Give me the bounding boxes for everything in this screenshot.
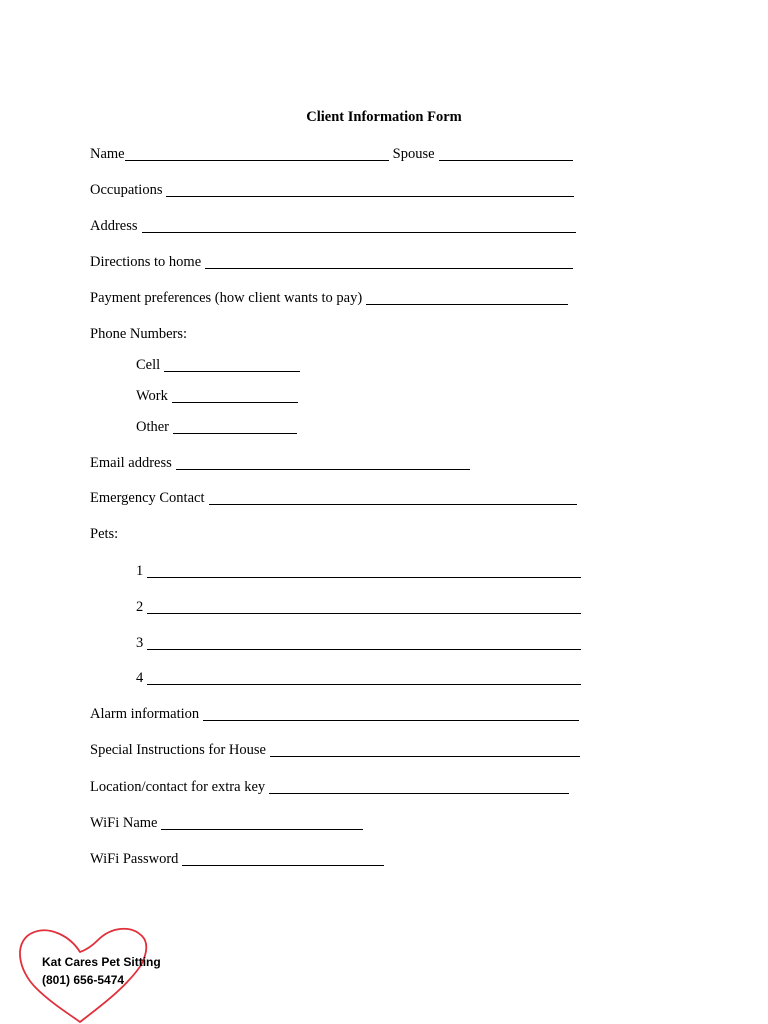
directions-field[interactable] (205, 254, 573, 269)
business-logo (18, 926, 168, 1024)
wifi-name-row (90, 814, 363, 832)
alarm-row (90, 705, 579, 723)
phone-numbers-label: Phone Numbers: (90, 326, 188, 342)
payment-label: Payment preferences (how client wants to pay) (90, 290, 363, 306)
form-title: Client Information Form (306, 109, 462, 125)
extra-key-row (90, 778, 569, 796)
pet-1-label: 1 (136, 563, 144, 579)
pet-3-label: 3 (136, 635, 144, 651)
emergency-field[interactable] (209, 490, 577, 505)
pet-3-field[interactable] (147, 635, 581, 650)
wifi-name-label: WiFi Name (90, 815, 158, 831)
pet-1-field[interactable] (147, 563, 581, 578)
email-row (90, 454, 470, 472)
pet-3-row (136, 634, 581, 652)
payment-field[interactable] (366, 290, 568, 305)
special-instructions-field[interactable] (270, 742, 580, 757)
cell-field[interactable] (164, 357, 300, 372)
pet-2-row (136, 598, 581, 616)
pet-4-label: 4 (136, 670, 144, 686)
other-label: Other (136, 419, 170, 435)
occupations-row (90, 181, 574, 199)
name-spouse-row (90, 145, 573, 163)
payment-row (90, 289, 568, 307)
address-row (90, 217, 576, 235)
business-name: Kat Cares Pet Sitting (42, 955, 161, 969)
occupations-field[interactable] (166, 182, 574, 197)
wifi-password-field[interactable] (182, 851, 384, 866)
emergency-label: Emergency Contact (90, 490, 205, 506)
pet-4-row (136, 669, 581, 687)
cell-row (136, 356, 300, 374)
special-instructions-row (90, 741, 580, 759)
extra-key-label: Location/contact for extra key (90, 779, 266, 795)
occupations-label: Occupations (90, 182, 163, 198)
business-phone: (801) 656-5474 (42, 973, 125, 987)
work-field[interactable] (172, 388, 298, 403)
pets-row (90, 525, 118, 543)
work-label: Work (136, 388, 168, 404)
pet-2-field[interactable] (147, 599, 581, 614)
name-label: Name (90, 146, 125, 162)
pet-4-field[interactable] (147, 670, 581, 685)
pet-1-row (136, 562, 581, 580)
phone-numbers-row (90, 325, 187, 343)
directions-label: Directions to home (90, 254, 202, 270)
other-field[interactable] (173, 419, 297, 434)
email-label: Email address (90, 455, 172, 471)
pets-label: Pets: (90, 526, 119, 542)
pet-2-label: 2 (136, 599, 144, 615)
cell-label: Cell (136, 357, 161, 373)
directions-row (90, 253, 573, 271)
alarm-label: Alarm information (90, 706, 200, 722)
wifi-password-row (90, 850, 384, 868)
wifi-password-label: WiFi Password (90, 851, 179, 867)
name-field[interactable] (125, 146, 389, 161)
spouse-field[interactable] (439, 146, 573, 161)
address-field[interactable] (142, 218, 576, 233)
email-field[interactable] (176, 455, 470, 470)
emergency-row (90, 489, 577, 507)
wifi-name-field[interactable] (161, 815, 363, 830)
extra-key-field[interactable] (269, 779, 569, 794)
work-row (136, 387, 298, 405)
address-label: Address (90, 218, 138, 234)
alarm-field[interactable] (203, 706, 579, 721)
other-row (136, 418, 297, 436)
spouse-label: Spouse (392, 146, 435, 162)
special-instructions-label: Special Instructions for House (90, 742, 266, 758)
